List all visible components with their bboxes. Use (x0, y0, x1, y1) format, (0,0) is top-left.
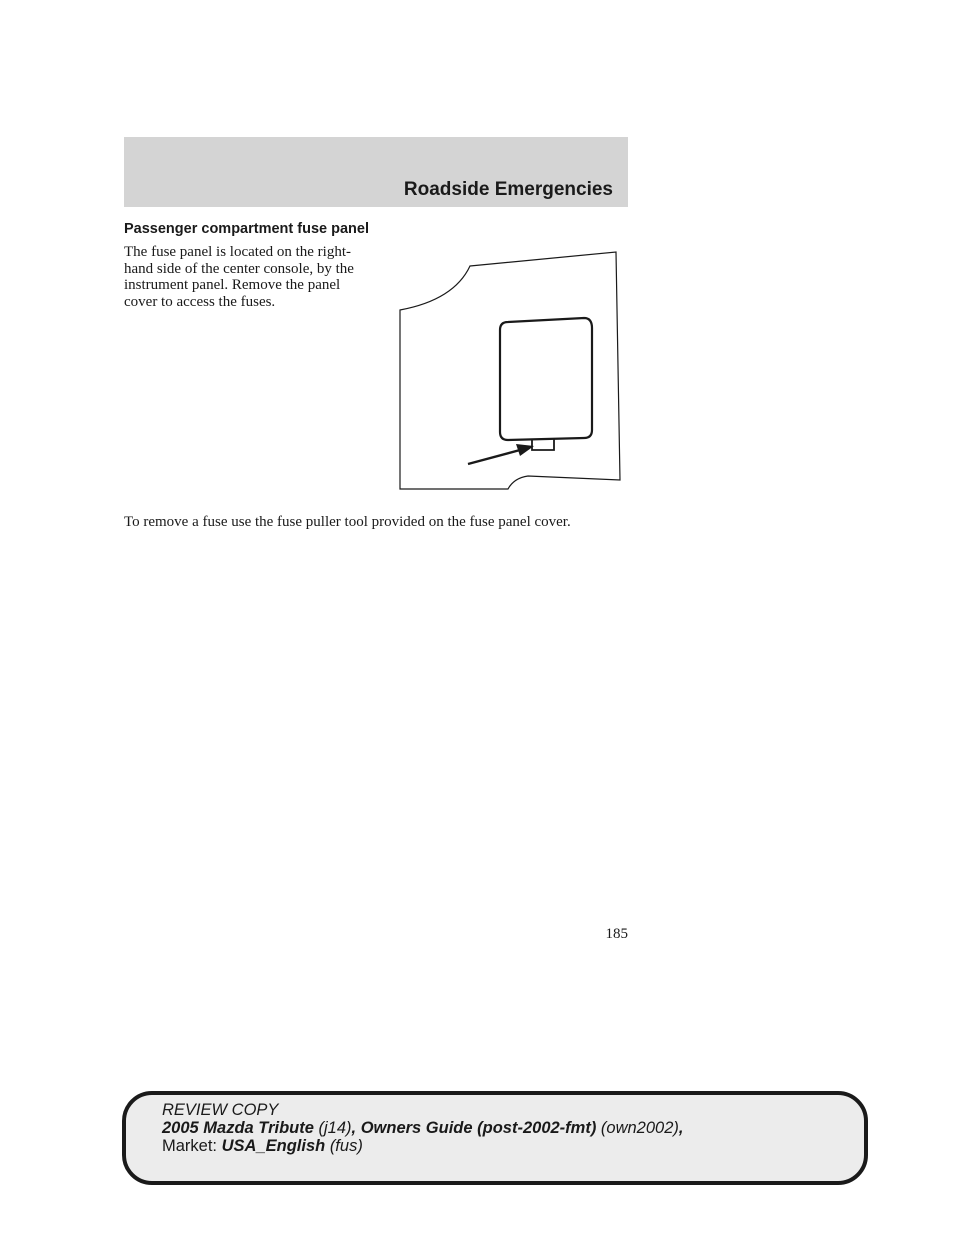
page-number: 185 (605, 926, 628, 942)
footer-line-3 (162, 1137, 683, 1155)
review-footer (122, 1091, 868, 1185)
footer-sep-2: , (678, 1119, 684, 1137)
footer-market-code: (fus) (329, 1137, 363, 1155)
footer-guide: Owners Guide (post-2002-fmt) (360, 1119, 597, 1137)
arrow-line (468, 450, 520, 464)
footer-model: 2005 Mazda Tribute (162, 1119, 314, 1137)
footer-guide-code: (own2002) (600, 1119, 679, 1137)
footer-market: USA_English (221, 1137, 326, 1155)
footer-review-copy: REVIEW COPY (162, 1101, 279, 1119)
section-header-band (124, 137, 628, 207)
footer-sep-1: , (351, 1119, 361, 1137)
fuse-panel-cover (500, 318, 592, 440)
paragraph-fuse-panel-location: The fuse panel is located on the right-hand side of the center console, by the instrument panel. Remove the panel cover to access the fuses. (124, 244, 354, 310)
footer-line-2 (162, 1119, 683, 1137)
section-title: Roadside Emergencies (403, 179, 613, 200)
subheading: Passenger compartment fuse panel (124, 221, 369, 237)
paragraph-fuse-removal: To remove a fuse use the fuse puller tool provided on the fuse panel cover. (124, 514, 571, 530)
fuse-panel-illustration (396, 248, 626, 494)
footer-model-code: (j14) (318, 1119, 352, 1137)
footer-market-label: Market: (162, 1137, 218, 1155)
footer-text (162, 1101, 683, 1155)
